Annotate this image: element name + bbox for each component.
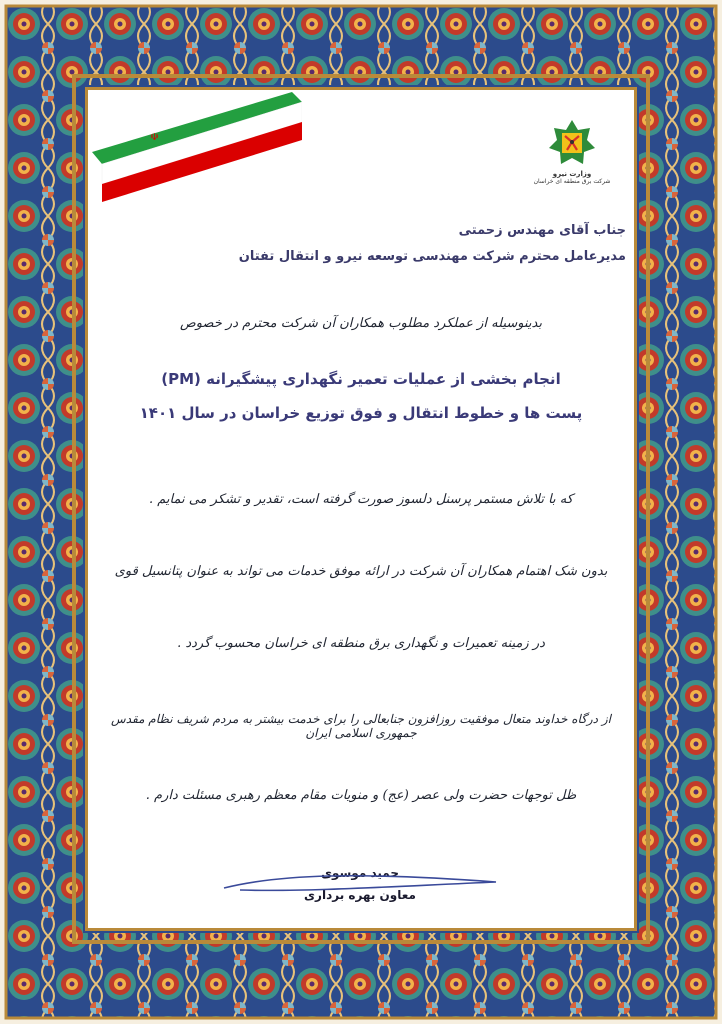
svg-text:☫: ☫: [150, 132, 159, 143]
iran-flag-ribbon: [92, 92, 302, 202]
intro-text: بدینوسیله از عملکرد مطلوب همکاران آن شرکت محترم در خصوص: [180, 316, 542, 331]
subject-line-1: انجام بخشی از عملیات تعمیر نگهداری پیشگیرانه (PM): [161, 370, 561, 388]
addressee-name: جناب آقای مهندس زحمتی: [458, 223, 626, 238]
signatory-name: حمید موسوی: [321, 866, 399, 880]
organization-logo: [532, 118, 612, 206]
subject-line-2: پست ها و خطوط انتقال و فوق توزیع خراسان در سال ۱۴۰۱: [139, 404, 583, 422]
signature-block: [230, 866, 490, 902]
logo-ministry-text: وزارت نیرو: [552, 170, 592, 178]
addressee-block: [196, 218, 626, 270]
addressee-position: مدیرعامل محترم شرکت مهندسی توسعه نیرو و انتقال تفتان: [238, 249, 626, 264]
body-paragraph-1: که با تلاش مستمر پرسنل دلسوز صورت گرفته است، تقدیر و تشکر می نمایم .: [149, 492, 573, 507]
logo-emblem-icon: [547, 118, 597, 168]
body-paragraph-4: از درگاه خداوند متعال موفقیت روزافزون جنابعالی را برای خدمت بیشتر به مردم شریف نظام مقدس جمهوری اسلامی ایران: [111, 712, 611, 740]
body-paragraph-2: بدون شک اهتمام همکاران آن شرکت در ارائه موفق خدمات می تواند به عنوان پتانسیل قوی: [114, 564, 608, 579]
signature-stroke: [220, 870, 500, 898]
logo-company-text: شرکت برق منطقه ای خراسان: [533, 178, 611, 185]
body-paragraph-5: ظل توجهات حضرت ولی عصر (عج) و منویات مقام معظم رهبری مسئلت دارم .: [145, 788, 577, 803]
signatory-title: معاون بهره برداری: [304, 888, 416, 902]
body-paragraph-3: در زمینه تعمیرات و نگهداری برق منطقه ای خراسان محسوب گردد .: [177, 636, 545, 651]
subject-block: [100, 362, 622, 430]
